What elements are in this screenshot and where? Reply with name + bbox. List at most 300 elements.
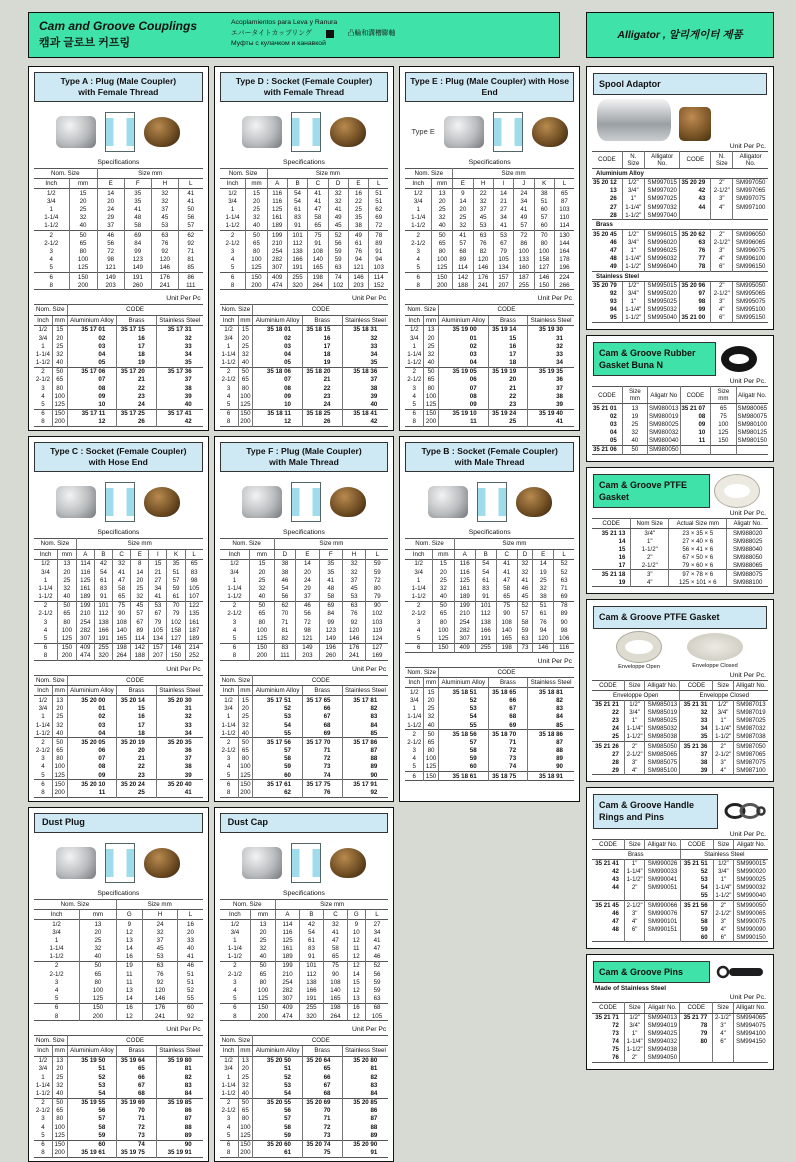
table-row: 8 200 12 241 92 [34, 1012, 203, 1021]
table-row: 2-1/2 65 06 20 36 [405, 376, 574, 384]
table-row: 2 50 35 19 55 35 19 69 35 19 85 [34, 1098, 203, 1107]
col-header: A [454, 549, 475, 559]
panel-pins [586, 954, 774, 1070]
table-row: 6 150 35 17 61 35 17 75 35 17 91 [220, 780, 389, 789]
table-row: 25 1-1/2" SM985038 35 1-1/2" SM987038 [592, 733, 768, 742]
col-header: F [319, 549, 342, 559]
col-header: CODE [592, 518, 631, 528]
specifications-table [220, 899, 389, 1022]
table-row: 1/2 13 9 24 16 [34, 920, 203, 929]
table-row: 8 200 35 19 61 35 19 75 35 19 91 [34, 1149, 203, 1158]
table-row: 6 150 35 18 61 35 18 75 35 18 91 [405, 772, 574, 781]
col-header: CODE [592, 151, 622, 168]
table-row: 8 200 474 320 264 102 203 152 [220, 281, 389, 290]
col-header: Stainless Steel [156, 315, 202, 325]
table-row: 2 50 46 69 63 62 [34, 231, 203, 240]
table-row: 5 125 10 24 40 [34, 401, 203, 410]
table-row: 35 21 45 2-1/2" SM990066 35 21 56 2" SM990050 [592, 901, 768, 910]
col-header: L [178, 909, 203, 919]
table-row: 1-1/2 40 55 69 85 [220, 729, 389, 738]
unit-label: Unit Per Pc [166, 666, 201, 674]
specifications-label: Specifications [97, 158, 140, 166]
panel-title [34, 442, 203, 472]
table-row: 35 21 26 2" SM985050 35 21 36 2" SM987050 [592, 742, 768, 751]
panel-title-line1: Type F : Plug (Male Coupler) [246, 446, 362, 457]
table-row: 8 200 62 76 92 [220, 789, 389, 798]
pins-subtitle: Made of Stainless Steel [595, 985, 667, 993]
table-row: 1-1/2 40 37 58 53 57 [34, 222, 203, 231]
col-header: Stainless Steel [342, 686, 388, 696]
table-row: 35 21 18 3" 97 × 78 × 6 SM988075 [592, 570, 768, 579]
table-row: 6 150 409 255 198 142 157 146 214 [34, 643, 203, 652]
col-header: mm [69, 179, 97, 189]
table-row: 1-1/4 32 53 67 83 [34, 1081, 203, 1089]
unit-label: Unit Per Pc [166, 295, 201, 303]
table-row: 1-1/2 40 16 53 41 [34, 953, 203, 962]
table-row: 48 6" SM990151 59 4" SM990090 [592, 925, 768, 933]
col-header: Brass [117, 315, 157, 325]
nom-size-header: Nom. Size [34, 168, 97, 178]
col-header: Aligatr No [648, 387, 680, 404]
table-row: 2-1/2 65 57 71 87 [220, 747, 389, 755]
table-row: 2-1/2 65 57 76 67 86 80 144 [405, 239, 574, 247]
table-row: 5 125 59 73 89 [220, 1131, 389, 1140]
table-row: 1/2 13 35 19 50 35 19 64 35 19 80 [34, 1056, 203, 1065]
table-row: 5 125 60 74 90 [405, 763, 574, 772]
col-header: mm [424, 315, 439, 325]
table-row: 2-1/2 65 56 70 86 [34, 1107, 203, 1115]
page-header [28, 12, 774, 58]
panel-title [405, 442, 574, 472]
col-header: E [296, 549, 319, 559]
col-header: Inch [408, 679, 421, 687]
product-images [29, 838, 208, 888]
col-header: CODE [592, 680, 624, 690]
table-row: 1 25 24 41 37 50 [34, 206, 203, 214]
table-row: 49 1-1/2" SM996040 78 6" SM996150 [592, 262, 768, 271]
code-table [220, 675, 389, 798]
col-header: I [149, 549, 167, 559]
table-row: 4 100 282 166 140 59 94 94 [220, 256, 389, 264]
code-table [405, 667, 574, 781]
table-row: 1/2 15 116 54 41 32 16 51 [220, 189, 389, 198]
table-row: 8 200 474 320 264 12 105 [220, 1012, 389, 1021]
table-row: 4 100 282 166 140 89 105 158 187 [34, 626, 203, 634]
table-row: 1-1/4 32 54 29 48 45 80 [220, 584, 389, 592]
table-row: 2 50 199 101 75 52 49 78 [220, 231, 389, 240]
table-row: 2-1/2 65 07 21 37 [220, 376, 389, 384]
col-header: B [287, 179, 307, 189]
unit-label: Unit Per Pc. [729, 830, 766, 838]
panel-ptfe-gasket [586, 467, 774, 595]
table-row: 47 4" SM990101 58 3" SM990075 [592, 917, 768, 925]
code-header: CODE [438, 305, 574, 315]
table-row: 60 6" SM990150 [592, 933, 768, 942]
rubber-gasket-table [592, 386, 768, 455]
table-row: 2-1/2 65 70 56 84 76 102 [220, 610, 389, 618]
table-row: 26 1" SM997025 43 3" SM997075 [592, 195, 768, 203]
panel-title [34, 72, 203, 102]
table-row: 4 100 58 72 88 [220, 1123, 389, 1131]
unit-label: Unit Per Pc [351, 666, 387, 674]
panel-title [220, 813, 389, 833]
table-row: 47 1" SM996025 76 3" SM996075 [592, 246, 768, 254]
panel-title [220, 442, 389, 472]
col-header: Inch [222, 316, 235, 324]
panel-title-line1: Type C : Socket (Female Coupler) [50, 446, 187, 457]
code-header: CODE [67, 305, 203, 315]
code-header: CODE [253, 305, 389, 315]
table-row: 3/4 20 38 20 35 32 59 [220, 568, 389, 576]
table-row: 1-1/4 32 161 83 58 11 47 [220, 945, 389, 953]
table-row: 3/4 20 116 54 41 10 34 [220, 928, 389, 936]
table-row: 24 1-1/4" SM985032 34 1-1/4" SM987032 [592, 725, 768, 733]
ptfe-gasket-title: Cam & Groove PTFE Gasket [593, 474, 710, 508]
col-header: CODE [592, 839, 624, 849]
col-header: H [151, 179, 178, 189]
table-row: 3 80 254 138 108 67 79 102 161 [34, 618, 203, 626]
page-title-korean: 캠과 글로브 커프링 [39, 37, 131, 49]
table-row: 3 80 72 99 92 71 [34, 248, 203, 256]
main-header [28, 12, 560, 58]
table-row: 2-1/2 65 210 112 90 57 67 79 135 [34, 610, 203, 618]
col-header: Brass [302, 1046, 342, 1056]
spool-adaptor-brass-photo [679, 107, 711, 141]
col-header: mm [246, 179, 267, 189]
col-header: H [342, 549, 365, 559]
table-row: 3 80 58 72 88 [220, 755, 389, 763]
panel-title [220, 72, 389, 102]
col-header: Inch [45, 180, 58, 188]
table-row: 4 100 09 23 39 [34, 392, 203, 400]
content [28, 66, 774, 1162]
col-header: mm [250, 549, 274, 559]
col-header: B [94, 549, 112, 559]
table-row: 3/4 20 51 65 81 [34, 1065, 203, 1073]
code-header: CODE [253, 676, 389, 686]
col-header: Stainless Steel [342, 315, 388, 325]
table-row: 1 25 125 61 47 12 41 [220, 936, 389, 944]
table-row: 8 200 61 75 91 [220, 1149, 389, 1158]
table-row: 5 125 59 73 89 [34, 1131, 203, 1140]
col-header: Inch [37, 687, 49, 695]
table-row: 94 1-1/4" SM995032 99 4" SM995100 [592, 306, 768, 314]
table-row: 2 50 35 19 05 35 19 19 35 19 35 [405, 367, 574, 376]
panel-title-line2: with Hose End [88, 457, 148, 468]
table-row: 2 50 62 46 69 63 90 [220, 601, 389, 610]
col-header: Actual Size mm [669, 518, 727, 528]
table-row: 5 125 307 191 165 114 134 127 189 [34, 635, 203, 644]
panel-title-line1: Type D : Socket (Female Coupler) [235, 75, 373, 86]
col-header: CODE [680, 151, 711, 168]
table-row: 8 200 474 320 264 188 207 150 252 [34, 652, 203, 661]
product-photo [516, 487, 552, 517]
panel-title-line2: with Female Thread [78, 86, 159, 97]
table-row: 3 80 57 71 87 [34, 1115, 203, 1123]
col-header: N. Size [622, 151, 644, 168]
handle-ring-photo [723, 800, 767, 822]
table-row: 8 200 12 26 42 [34, 418, 203, 427]
col-header: K [534, 179, 554, 189]
col-header: CODE [592, 1003, 624, 1013]
table-row: 4 100 81 98 123 120 119 [220, 626, 389, 634]
product-photo [144, 117, 180, 147]
table-row: 05 40 SM980040 11 150 SM980150 [609, 437, 767, 445]
specifications-table [220, 538, 389, 661]
title-russian: Муфты с кулачком и канавкой [231, 40, 326, 48]
table-row: 3 80 254 138 108 58 76 90 [405, 618, 574, 626]
multilingual-titles [231, 17, 395, 52]
col-header: Inch [37, 1047, 49, 1055]
type-panels-grid [28, 66, 580, 1162]
table-row: 4 100 58 72 88 [34, 1123, 203, 1131]
specifications-label: Specifications [283, 158, 325, 166]
table-row: 6 150 409 255 198 74 146 114 [220, 273, 389, 282]
col-header: Alligatr No. [733, 680, 768, 690]
col-header: Size [624, 1003, 644, 1013]
col-header: L [178, 179, 202, 189]
col-header: mm [238, 686, 253, 696]
unit-label: Unit Per Pc. [729, 142, 766, 150]
size-mm-header: Size mm [276, 899, 389, 909]
accessories-column [586, 66, 774, 1162]
table-row: 2-1/2 65 56 84 76 92 [34, 239, 203, 247]
spool-adaptor-table [592, 151, 768, 323]
product-photo [330, 487, 366, 517]
col-header: Stainless Steel [156, 686, 202, 696]
table-row: 19 4" 125 × 101 × 6 SM988100 [592, 578, 768, 587]
title-japanese: エバータイトカップリング [231, 29, 312, 37]
product-photo [144, 848, 180, 878]
table-row: 22 3/4" SM985019 32 3/4" SM987019 [592, 709, 768, 717]
technical-diagram [493, 112, 523, 152]
alligator-title: Alligator , 알리게이터 제품 [617, 29, 743, 42]
table-row: 8 200 111 203 260 241 169 [220, 652, 389, 661]
table-row: 6 150 60 74 90 [34, 1140, 203, 1149]
table-row: 1 25 02 16 32 [34, 713, 203, 721]
table-row: 76 2" SM994050 [592, 1054, 768, 1063]
table-row: 1-1/2 40 55 69 85 [405, 721, 574, 730]
table-row: 5 125 121 149 146 85 [34, 264, 203, 273]
table-row: 3 80 57 71 87 [220, 1115, 389, 1123]
nom-size-header: Nom. Size [405, 667, 438, 677]
table-row: 95 1-1/2" SM995040 35 21 00 6" SM995150 [592, 314, 768, 323]
col-header: Stainless Steel [528, 315, 574, 325]
unit-label: Unit Per Pc. [729, 671, 766, 679]
table-row: 1 25 03 17 33 [220, 342, 389, 350]
col-header: CODE [680, 387, 711, 404]
table-row: 3/4 20 01 15 31 [405, 334, 574, 342]
product-photo [242, 116, 282, 148]
specifications-label: Specifications [468, 529, 511, 537]
col-header: Aluminium Alloy [253, 1046, 303, 1056]
col-header: B [299, 909, 323, 919]
col-header: C [113, 549, 131, 559]
pin-photo [715, 963, 767, 981]
col-header: Size [713, 680, 733, 690]
table-row: 2-1/2 65 06 20 36 [34, 747, 203, 755]
table-row: 1/2 15 35 18 51 35 18 65 35 18 81 [405, 688, 574, 697]
nom-size-header: Nom. Size [34, 676, 67, 686]
col-header: Brass [488, 678, 528, 688]
product-photo [56, 116, 96, 148]
table-row: 1-1/2 40 54 68 84 [220, 1089, 389, 1098]
ptfe-gasket-photo [715, 475, 759, 507]
product-photo [532, 117, 568, 147]
table-row: 35 21 01 13 SM980013 35 21 07 65 SM980065 [593, 404, 767, 412]
table-row: 4 100 282 166 140 12 59 [220, 987, 389, 995]
col-header: J [514, 179, 534, 189]
col-header: mm [80, 909, 117, 919]
panel-title-line2: with Male Thread [454, 457, 525, 468]
table-row: 2 50 41 63 53 72 70 130 [405, 231, 574, 240]
col-header: mm [238, 1046, 253, 1056]
table-row: 8 200 188 241 207 255 150 266 [405, 281, 574, 290]
col-header: mm [251, 909, 276, 919]
table-row: 35 20 45 1/2" SM996015 35 20 62 2" SM996050 [592, 230, 768, 239]
col-header: E [533, 549, 554, 559]
col-header: Brass [117, 686, 157, 696]
col-header: Inch [229, 910, 241, 918]
col-header: Alligator No. [644, 151, 680, 168]
col-header: G [116, 909, 142, 919]
title-spanish: Acoplamientos para Leva y Ranura [231, 19, 338, 26]
table-row: 4 100 282 166 140 59 94 98 [405, 626, 574, 634]
image-label: Type E [411, 127, 435, 137]
table-row: 1-1/2 40 05 19 35 [220, 359, 389, 368]
col-header: Size [713, 839, 733, 849]
table-row: 1-1/2 40 05 19 35 [34, 359, 203, 368]
panel-title-line2: with Female Thread [263, 86, 345, 97]
table-row: 2 50 35 20 55 35 20 69 35 20 85 [220, 1098, 389, 1107]
unit-label: Unit Per Pc. [729, 994, 766, 1002]
table-row: 1 25 03 17 33 [34, 342, 203, 350]
sub-section-header: Brass [592, 849, 680, 859]
table-row: 8 200 203 260 241 111 [34, 281, 203, 290]
table-row: 4 100 13 120 52 [34, 987, 203, 995]
table-row: 8 200 11 25 41 [405, 418, 574, 427]
product-images [400, 107, 579, 157]
col-header: Stainless Steel [342, 1046, 388, 1056]
col-header: mm [52, 686, 67, 696]
table-row: 3/4 20 12 32 20 [34, 928, 203, 936]
col-header: Inch [50, 910, 63, 918]
nom-size-header: Nom. Size [34, 899, 116, 909]
col-header: CODE [680, 1003, 713, 1013]
table-row: 2-1/2 65 210 112 91 56 61 89 [220, 239, 389, 247]
nom-size-header: Nom. Size [34, 539, 76, 549]
table-row: 1 25 53 67 83 [220, 713, 389, 721]
technical-diagram [105, 482, 135, 522]
table-row: 17 2-1/2" 79 × 60 × 6 SM988065 [592, 561, 768, 570]
table-row: 73 1" SM994025 79 4" SM994100 [592, 1030, 768, 1038]
table-row: 1-1/4 32 14 45 40 [34, 945, 203, 953]
panel-title-line1: Dust Plug [42, 816, 85, 827]
col-header: C [308, 179, 328, 189]
table-row: 3/4 20 20 35 32 41 [34, 197, 203, 205]
panel-title [34, 813, 203, 833]
table-row: 5 125 307 191 165 63 121 103 [220, 264, 389, 273]
table-row: 6 150 35 17 11 35 17 25 35 17 41 [34, 409, 203, 418]
table-row: 8 200 12 26 42 [220, 418, 389, 427]
unit-label: Unit Per Pc [166, 1026, 201, 1034]
technical-diagram [105, 112, 135, 152]
pins-title: Cam & Groove Pins [593, 961, 710, 983]
col-header: H [473, 179, 493, 189]
size-mm-header: Size mm [267, 168, 388, 178]
table-row: 4 100 59 73 89 [405, 755, 574, 763]
table-row: 5 125 82 121 149 146 124 [220, 635, 389, 644]
material-section-label: Aluminium Alloy [592, 168, 768, 178]
material-section-label: Brass [592, 220, 768, 230]
col-header: C [323, 909, 347, 919]
technical-diagram [105, 843, 135, 883]
col-header: Aligatr No. [734, 839, 768, 849]
table-row: 1-1/2 40 189 91 65 45 38 72 [220, 222, 389, 231]
table-row: 74 1-1/4" SM994032 80 6" SM994150 [592, 1038, 768, 1046]
col-header: Stainless Steel [156, 1046, 202, 1056]
rubber-gasket-photo [721, 346, 757, 372]
col-header: mm [432, 549, 454, 559]
nom-size-header: Nom. Size [34, 305, 67, 315]
table-row: 3/4 20 116 54 41 32 19 52 [405, 568, 574, 576]
code-table [34, 675, 203, 798]
ptfe-envelope-gasket-title: Cam & Groove PTFE Gasket [593, 606, 767, 628]
panel-dust-plug [28, 807, 209, 1162]
table-row: 8 200 11 25 41 [34, 789, 203, 798]
table-row: 03 25 SM980025 09 100 SM980100 [609, 420, 767, 428]
table-row: 5 125 307 191 165 63 120 106 [405, 635, 574, 644]
table-row: 1 25 125 61 47 41 25 63 [405, 576, 574, 584]
table-row: 6 150 149 191 176 86 [34, 273, 203, 282]
table-row: 93 1" SM995025 98 3" SM995075 [592, 298, 768, 306]
table-row: 1-1/4 32 54 68 84 [220, 721, 389, 729]
table-row: 27 2-1/2" SM985065 37 2-1/2" SM987065 [592, 750, 768, 758]
col-header: Brass [302, 315, 342, 325]
col-header: Size [713, 1003, 733, 1013]
col-header: Aluminium Alloy [67, 686, 117, 696]
spool-adaptor-title: Spool Adaptor [593, 73, 767, 95]
table-row: 6 150 83 149 196 176 127 [220, 643, 389, 652]
table-row: 35 20 79 1/2" SM995015 35 20 96 2" SM995050 [592, 281, 768, 290]
table-row: 46 3" SM990076 57 2-1/2" SM990065 [592, 909, 768, 917]
technical-diagram [291, 112, 321, 152]
table-row: 3/4 20 02 16 32 [34, 334, 203, 342]
col-header: N. Size [711, 151, 733, 168]
col-header: Inch [412, 180, 425, 188]
col-header: Alligatr No. [733, 1003, 768, 1013]
handle-rings-table [592, 839, 768, 943]
table-row: 04 32 SM980032 10 125 SM980125 [609, 428, 767, 436]
unit-label: Unit Per Pc [537, 657, 572, 665]
spool-adaptor-photo [597, 99, 671, 141]
col-header: Aluminium Alloy [438, 315, 488, 325]
size-mm-header: Size mm [274, 539, 388, 549]
table-row: 1-1/4 32 161 83 58 25 34 59 105 [34, 584, 203, 592]
table-row: 23 1" SM985025 33 1" SM987025 [592, 717, 768, 725]
envelope-closed-photo [687, 633, 743, 661]
table-row: 2-1/2 65 56 70 86 [220, 1107, 389, 1115]
table-row: 28 3" SM985075 38 3" SM987075 [592, 758, 768, 766]
table-row: 1/2 13 9 22 14 24 38 65 [405, 189, 574, 198]
product-photo [242, 486, 282, 518]
table-row: 1-1/4 32 03 17 33 [405, 350, 574, 358]
sub-section-header: Stainless Steel [680, 849, 768, 859]
spool-adaptor-images [597, 99, 763, 141]
col-header: CODE [680, 680, 713, 690]
nom-size-header: Nom. Size [220, 539, 274, 549]
table-row: 3/4 20 01 15 31 [34, 705, 203, 713]
